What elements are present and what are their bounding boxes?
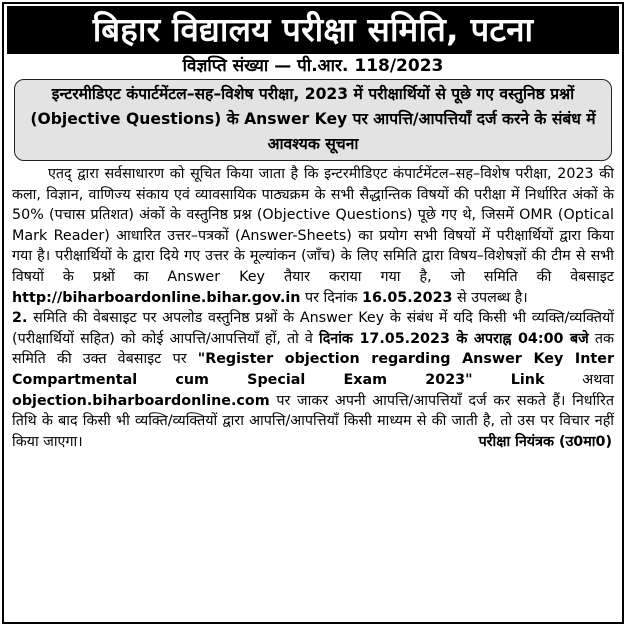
objection-link-title[interactable]: "Register objection regarding Answer Key Inter Compartmental cum Special Exam 2023" Link	[12, 351, 615, 388]
para2-text: समिति की वेबसाइट पर अपलोड वस्तुनिष्ठ प्रश्नों के Answer Key के संबंध में यदि किसी भी व्यक्ति/व्यक्तियों (परीक्षार्थियों सहित) को कोई आपत्ति/आपत्तियाँ हों, तो वे	[12, 310, 614, 347]
para1-text-c: से उपलब्ध है।	[457, 289, 528, 306]
notice-body	[4, 161, 622, 452]
board-title: बिहार विद्यालय परीक्षा समिति, पटना	[7, 6, 619, 54]
availability-date: 16.05.2023	[362, 289, 453, 306]
objection-website[interactable]: objection.biharboardonline.com	[12, 392, 270, 409]
para1-text-b: पर दिनांक	[305, 289, 358, 306]
website-link[interactable]: http://biharboardonline.bihar.gov.in	[12, 289, 301, 306]
para2-text-d: पर जाकर अपनी आपत्ति/आपत्तियाँ दर्ज कर सकते हैं। निर्धारित तिथि के बाद किसी भी व्यक्ति/व्यक्तियों द्वारा आपत्ति/आपत्तियाँ किसी माध्यम से की जाती है, तो उस पर विचार नहीं किया जाएगा।	[12, 392, 615, 450]
paragraph-1	[12, 164, 614, 308]
notice-page	[2, 2, 624, 624]
paragraph-2	[12, 308, 614, 452]
controller-signature: परीक्षा नियंत्रक (उ0मा0)	[478, 434, 612, 451]
notice-number: विज्ञप्ति संख्या — पी.आर. 118/2023	[182, 56, 444, 76]
para1-text: एतद् द्वारा सर्वसाधारण को सूचित किया जाता है कि इन्टरमीडिएट कंपार्टमेंटल–सह–विशेष परीक्षा, 2023 की कला, विज्ञान, वाणिज्य संकाय एवं व्यावसायिक पाठ्यक्रम के सभी सैद्धान्तिक विषयों की परीक्षा में निर्धारित अंकों के 50% (पचास प्रतिशत) अंकों के वस्तुनिष्ठ प्रश्न (Objective Questions) पूछे गए थे, जिसमें OMR (Optical Mark Reader) आधारित उत्तर–पत्रकों (Answer-Sheets) का प्रयोग सभी विषयों में परीक्षार्थियों द्वारा किया गया है। परीक्षार्थियों के द्वारा दिये गए उत्तर के मूल्यांकन (जाँच) के लिए समिति द्वारा विषय–विशेषज्ञों की टीम से सभी विषयों के प्रश्नों का Answer Key तैयार कराया गया है, जो समिति की वेबसाइट	[12, 166, 614, 285]
subject-box: इन्टरमीडिएट कंपार्टमेंटल–सह–विशेष परीक्षा, 2023 में परीक्षार्थियों से पूछे गए वस्तुनिष्ठ प्रश्नों (Objective Questions) के Answer Key पर आपत्ति/आपत्तियाँ दर्ज करने के संबंध में आवश्यक सूचना	[14, 79, 612, 161]
para2-text-c: अथवा	[582, 371, 614, 388]
para2-text-b: तक समिति की उक्त वेबसाइट पर	[12, 330, 615, 368]
deadline: दिनांक 17.05.2023 के अपराह्न 04:00 बजे	[319, 330, 589, 347]
para2-number: 2.	[12, 310, 28, 327]
